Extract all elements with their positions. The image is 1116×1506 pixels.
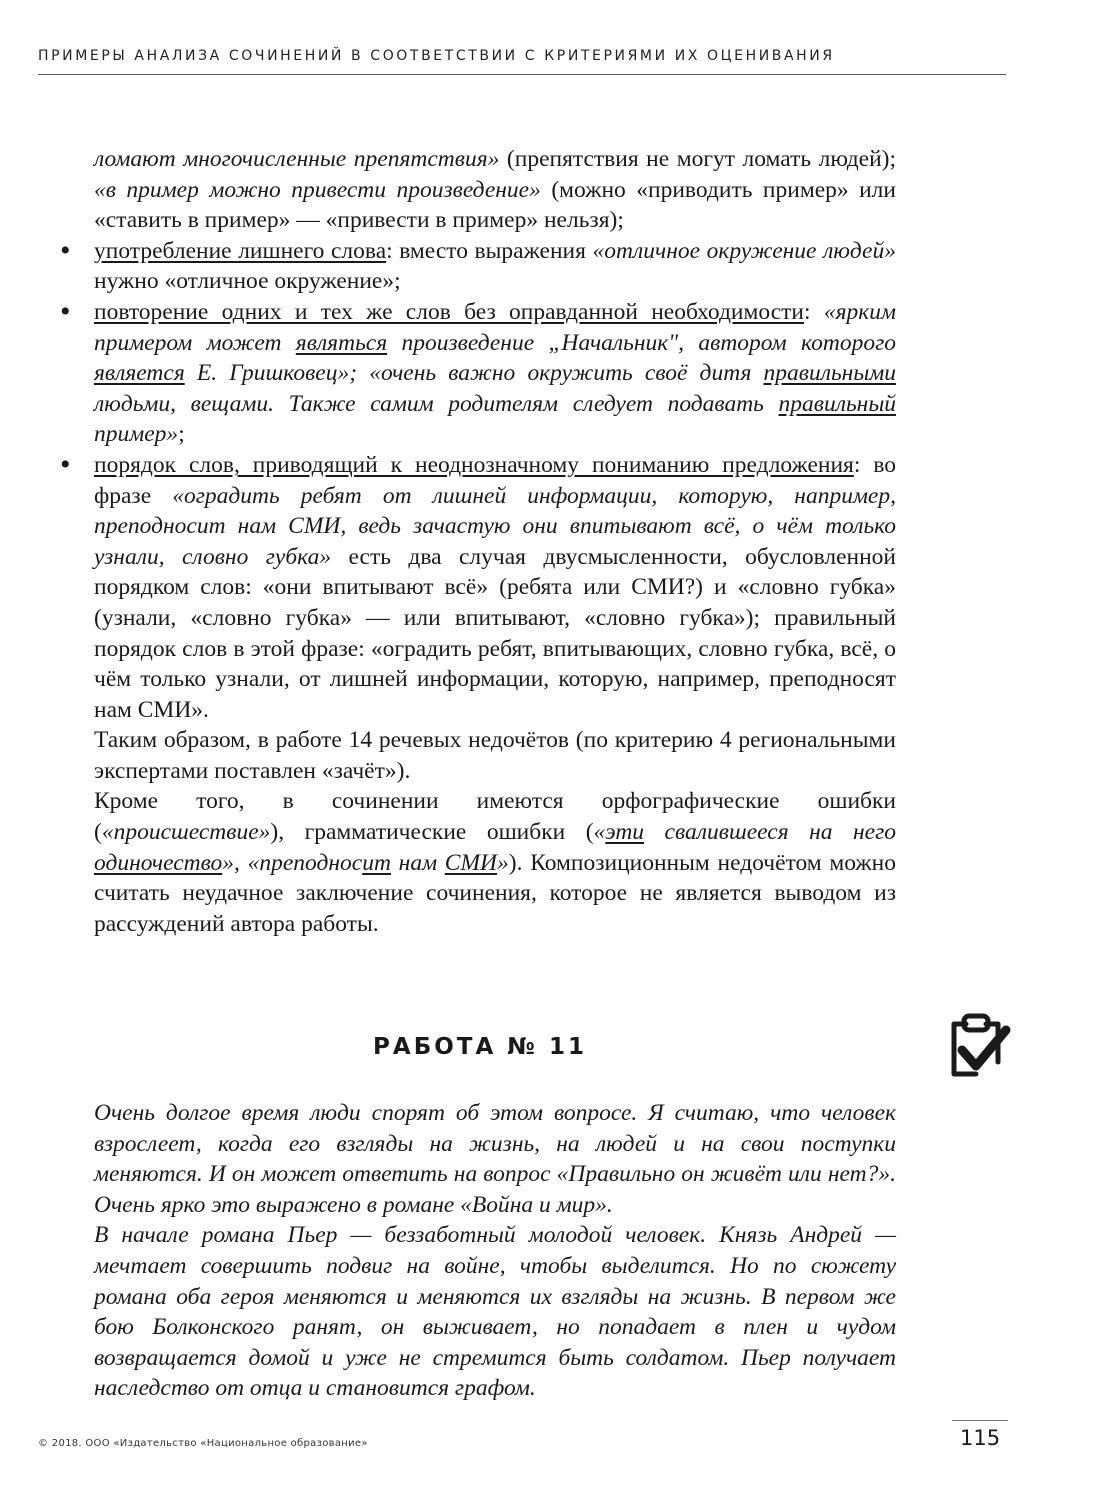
quote: «происшествие»: [101, 819, 271, 846]
header-divider: [38, 74, 1006, 75]
text: «ярким примером может: [94, 298, 896, 356]
essay-text: [64, 1098, 896, 1404]
error-type-label: повторение одних и тех же слов без оправданной необходимости: [94, 298, 804, 325]
text: Е. Гришковец»; «очень важно окружить своё дитя: [184, 360, 764, 387]
repeated-word: являться: [295, 329, 388, 356]
error-word: эти: [605, 819, 645, 846]
text: произведение „Начальник", автором которого: [387, 329, 896, 356]
text: : во фразе: [94, 451, 896, 509]
quote: «в пример можно привести произведение»: [94, 176, 541, 203]
error-list: [64, 236, 896, 726]
repeated-word: правильными: [763, 360, 896, 387]
text: ,: [234, 849, 248, 876]
text: людьми, вещами. Также самим родителям следует подавать: [94, 390, 779, 417]
list-item: [64, 297, 896, 450]
text: свалившееся на него: [644, 819, 897, 846]
text: Кроме того, в сочинении имеются орфографические ошибки (: [94, 788, 896, 846]
page-number: 115: [960, 1426, 1001, 1450]
text: (можно «приводить пример» или «ставить в пример» — «привести в пример» нельзя);: [94, 176, 896, 234]
quote: «отличное окружение людей»: [592, 237, 896, 264]
error-type-label: порядок слов, приводящий к неоднозначному пониманию предложения: [94, 451, 854, 478]
text: нам: [390, 849, 445, 876]
clipboard-check-icon: [940, 1010, 1012, 1082]
quote: ломают многочисленные препятствия»: [94, 146, 500, 172]
error-word: одиночество: [94, 849, 223, 876]
quote: «оградить ребят от лишней информации, которую, например, преподносит нам СМИ, ведь зачастую они впитывают всё, о чём только узнали, словно губка»: [94, 482, 896, 570]
list-item: [64, 450, 896, 725]
continuation-paragraph: [64, 144, 896, 236]
essay-paragraph: В начале романа Пьер — беззаботный молодой человек. Князь Андрей — мечтает совершить подвиг на войне, чтобы выделится. Но по сюжету романа оба героя меняются и меняются их взгляды на жизнь. В первом же бою Болконского ранят, он выживает, но попадает в плен и чудом возвращается домой и уже не стремится быть солдатом. Пьер получает наследство от отца и становится графом.: [94, 1222, 896, 1402]
text: ), грамматические ошибки (: [270, 819, 594, 846]
text: есть два случая двусмысленности, обусловленной порядком слов: «они впитывают всё» (ребята или СМИ?) и «словно губка» (узнали, «словно губка» — или впитывают, «словно губка»); правильный порядок слов в этой фразе: «оградить ребят, впитывающих, словно губка, всё, о чём только узнали, от лишней информации, которую, например, преподносят нам СМИ».: [94, 543, 897, 723]
section-heading: РАБОТА № 11: [373, 1034, 587, 1060]
text: : вместо выражения: [386, 237, 593, 264]
essay-paragraph: Очень долгое время люди спорят об этом вопросе. Я считаю, что человек взрослеет, когда его взгляды на жизнь, на людей и на свои поступки меняются. И он может ответить на вопрос «Правильно он живёт или нет?». Очень ярко это выражено в романе «Война и мир».: [94, 1100, 896, 1218]
quote: [248, 850, 509, 876]
text: «преподнос: [247, 849, 363, 876]
text: »: [222, 849, 235, 876]
error-word: СМИ: [444, 849, 498, 876]
running-header: ПРИМЕРЫ АНАЛИЗА СОЧИНЕНИЙ В СООТВЕТСТВИИ С КРИТЕРИЯМИ ИХ ОЦЕНИВАНИЯ: [38, 48, 835, 64]
text: :: [804, 298, 824, 325]
error-word: ит: [362, 849, 391, 876]
summary-paragraph: Таким образом, в работе 14 речевых недочётов (по критерию 4 региональными экспертами поставлен «зачёт»).: [94, 727, 896, 784]
text: «: [593, 819, 606, 846]
copyright-notice: © 2018. ООО «Издательство «Национальное образование»: [38, 1438, 368, 1449]
list-item: [64, 236, 896, 297]
text: (препятствия не могут ломать людей);: [499, 146, 897, 172]
text: пример»: [94, 421, 179, 448]
footer-divider: [952, 1420, 1008, 1421]
error-type-label: употребление лишнего слова: [94, 237, 387, 264]
text: нужно «отличное окружение»;: [94, 268, 401, 295]
repeated-word: является: [94, 360, 185, 387]
summary-paragraph: [64, 786, 896, 939]
repeated-word: правильный: [778, 390, 896, 417]
text: ;: [178, 421, 185, 448]
text: ). Композиционным недочётом можно считать неудачное заключение сочинения, которое не является выводом из рассуждений автора работы.: [94, 849, 896, 937]
text: »: [497, 849, 509, 876]
analysis-text: [64, 144, 896, 939]
